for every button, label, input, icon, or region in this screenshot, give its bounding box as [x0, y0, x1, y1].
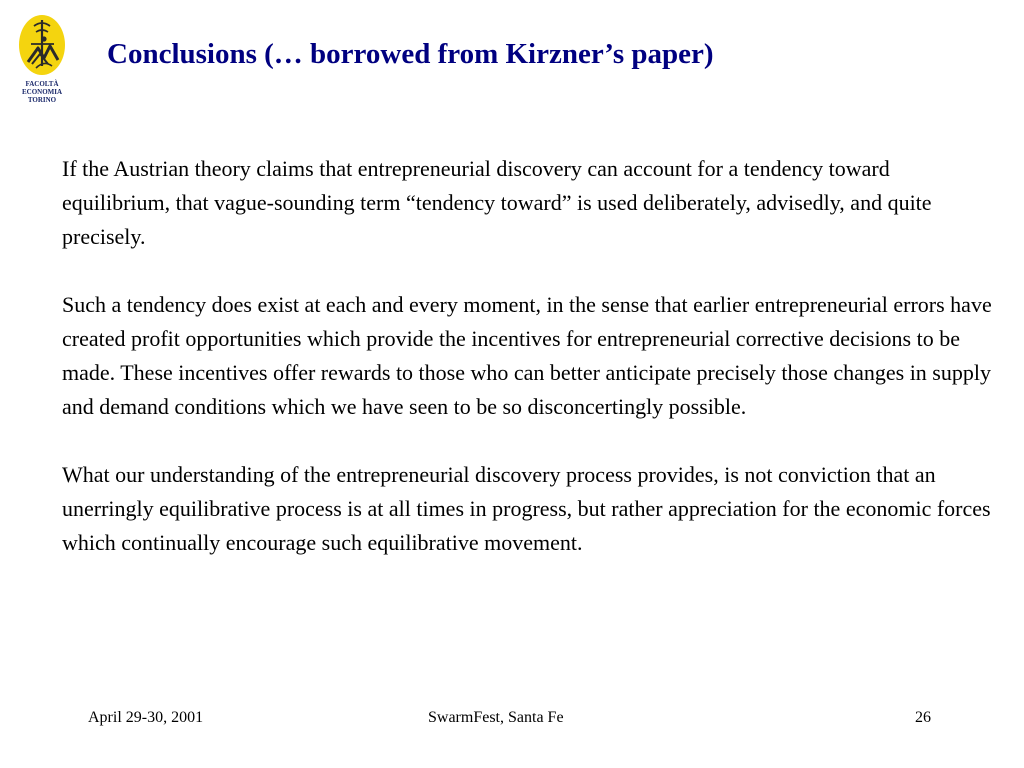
slide-number: 26 — [915, 709, 931, 726]
logo-caption — [14, 80, 70, 104]
logo-line-1: FACOLTÀ — [25, 80, 59, 88]
logo-line-2: ECONOMIA — [21, 88, 63, 96]
slide-body — [62, 152, 992, 594]
footer-event: SwarmFest, Santa Fe — [428, 709, 564, 726]
logo-line-3: TORINO — [27, 96, 57, 104]
paragraph-1: If the Austrian theory claims that entrepreneurial discovery can account for a tendency toward equilibrium, that vague-sounding term “tendency toward” is used deliberately, advisedly, and quite precisely. — [62, 156, 932, 249]
slide-title: Conclusions (… borrowed from Kirzner’s paper) — [107, 38, 714, 70]
paragraph-2: Such a tendency does exist at each and every moment, in the sense that earlier entrepreneurial errors have created profit opportunities which provide the incentives for entrepreneurial corrective decisions to be made. These incentives offer rewards to those who can better anticipate precisely those changes in supply and demand conditions which we have seen to be so disconcertingly possible. — [62, 292, 992, 419]
faculty-emblem-icon — [14, 14, 70, 80]
paragraph-3: What our understanding of the entrepreneurial discovery process provides, is not conviction that an unerringly equilibrative process is at all times in progress, but rather appreciation for the economic forces which continually encourage such equilibrative movement. — [62, 462, 991, 555]
faculty-logo — [14, 14, 70, 106]
footer-date: April 29-30, 2001 — [88, 709, 204, 726]
